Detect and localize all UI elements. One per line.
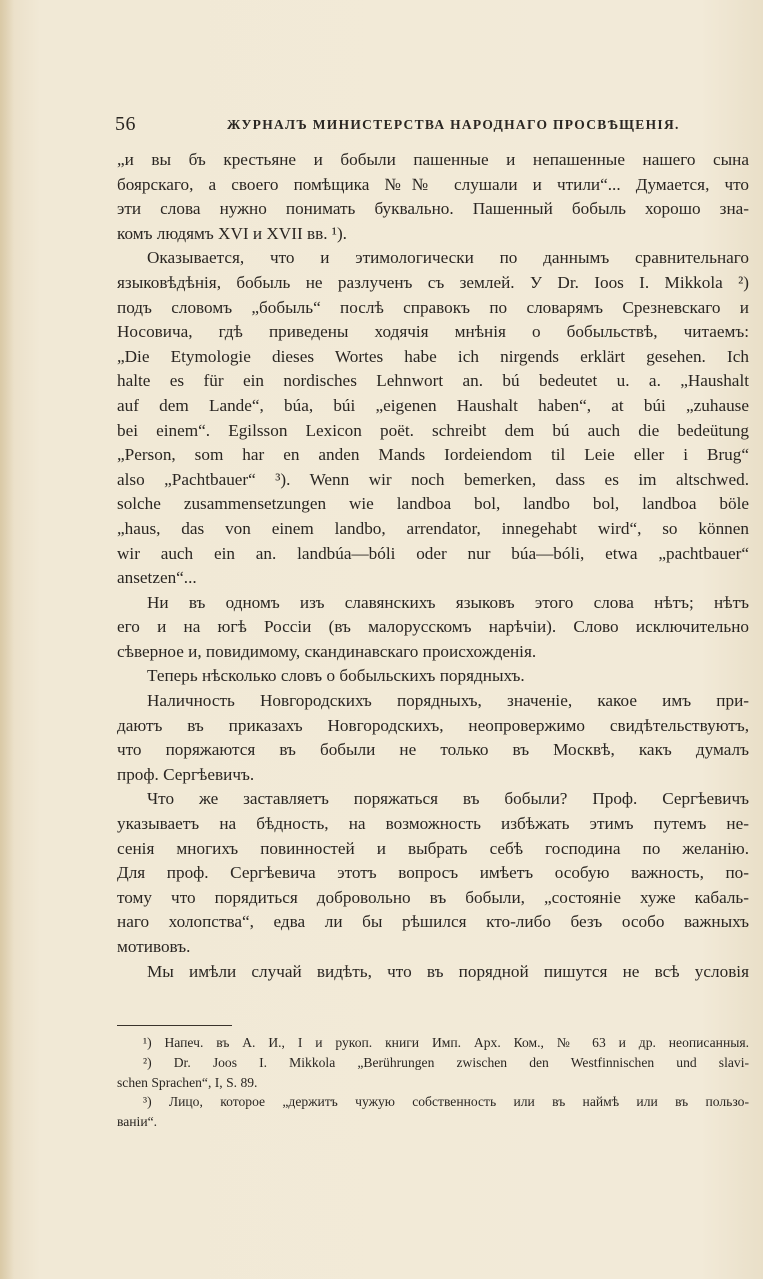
footnotes [117, 1033, 749, 1132]
text-line: даютъ въ приказахъ Новгородскихъ, неопровержимо свидѣтельствуютъ, [117, 715, 749, 735]
text-line: „Person, som har en anden Mands Iordeiendom til Leie eller i Brug“ [117, 445, 749, 465]
text-line: Носовича, гдѣ приведены ходячія мнѣнія о бобыльствѣ, читаемъ: [117, 322, 749, 342]
text-line: подъ словомъ „бобыль“ послѣ справокъ по словарямъ Срезневскаго и [117, 297, 749, 317]
body-text [117, 148, 749, 984]
text-line: что поряжаются въ бобыли не только въ Москвѣ, какъ думалъ [117, 740, 749, 760]
text-line: языковѣдѣнія, бобыль не разлученъ съ землей. У Dr. Ioos I. Mikkola ²) [117, 272, 749, 292]
text-line: проф. Сергѣевичъ. [117, 764, 255, 784]
text-line: Что же заставляетъ поряжаться въ бобыли? Проф. Сергѣевичъ [147, 789, 749, 809]
text-line: Теперь нѣсколько словъ о бобыльскихъ порядныхъ. [147, 666, 525, 686]
text-line: тому что порядиться добровольно въ бобыли, „состояніе хуже кабаль- [117, 887, 749, 907]
text-line: комъ людямъ XVI и XVII вв. ¹). [117, 223, 347, 243]
text-line: мотивовъ. [117, 937, 191, 956]
footnote-line: ¹) Напеч. въ А. И., I и рукоп. книги Имп. Арх. Ком., № 63 и др. неописанныя. [143, 1035, 749, 1050]
text-line: наго холопства“, едва ли бы рѣшился кто-либо безъ особо важныхъ [117, 912, 749, 932]
footnote-line: ²) Dr. Joos I. Mikkola „Berührungen zwischen den Westfinnischen und slavi- [143, 1054, 749, 1070]
text-line: „Die Etymologie dieses Wortes habe ich nirgends erklärt gesehen. Ich [117, 346, 749, 366]
text-line: solche zusammensetzungen wie landboa bol, landbo bol, landboa böle [117, 494, 749, 514]
text-line: Оказывается, что и этимологически по даннымъ сравнительнаго [147, 248, 749, 268]
text-line: wir auch ein an. landbúa—bóli oder nur búa—bóli, etwa „pachtbauer“ [117, 543, 749, 563]
text-line: Наличность Новгородскихъ порядныхъ, значеніе, какое имъ при- [147, 691, 749, 711]
text-line: боярскаго, а своего помѣщика №№ слушали и чтили“... Думается, что [117, 174, 749, 194]
text-line: его и на югѣ Россіи (въ малорусскомъ нарѣчіи). Слово исключительно [117, 617, 749, 637]
text-line: сѣверное и, повидимому, скандинавскаго происхожденія. [117, 641, 537, 661]
text-line: ansetzen“... [117, 568, 197, 588]
running-head: ЖУРНАЛЪ МИНИСТЕРСТВА НАРОДНАГО ПРОСВѢЩЕНІЯ. [227, 117, 680, 132]
text-line: bei einem“. Egilsson Lexicon poët. schreibt dem bú auch die bedeütung [117, 420, 749, 440]
text-line: сенія многихъ повинностей и выбрать себѣ господина по желанію. [117, 838, 749, 858]
text-line: halte es für ein nordisches Lehnwort an. bú bedeutet u. a. „Haushalt [117, 371, 749, 391]
text-line: „haus, das von einem landbo, arrendator, innegehabt wird“, so können [117, 518, 749, 538]
text-line: указываетъ на бѣдность, на возможность избѣжать этимъ путемъ не- [117, 814, 749, 834]
page-header [115, 113, 750, 139]
text-line: „и вы бъ крестьяне и бобыли пашенные и непашенные нашего сына [117, 150, 749, 169]
footnote-line: ³) Лицо, которое „держитъ чужую собственность или въ наймѣ или въ пользо- [143, 1094, 749, 1110]
text-line: auf dem Lande“, búa, búi „eigenen Haushalt haben“, at búi „zuhause [117, 395, 749, 415]
text-line: also „Pachtbauer“ ³). Wenn wir noch bemerken, dass es im altschwed. [117, 469, 749, 489]
footnote-line: schen Sprachen“, I, S. 89. [117, 1074, 258, 1090]
text-line: Мы имѣли случай видѣть, что въ порядной пишутся не всѣ условія [147, 961, 749, 981]
text-line: Ни въ одномъ изъ славянскихъ языковъ этого слова нѣтъ; нѣтъ [147, 592, 749, 612]
page-number: 56 [115, 113, 136, 135]
footnote-divider [117, 1025, 232, 1026]
text-line: эти слова нужно понимать буквально. Пашенный бобыль хорошо зна- [117, 199, 749, 219]
footnote-line: ваніи“. [117, 1114, 158, 1130]
text-line: Для проф. Сергѣевича этотъ вопросъ имѣетъ особую важность, по- [117, 863, 749, 883]
page-edge-shadow [0, 0, 14, 1279]
